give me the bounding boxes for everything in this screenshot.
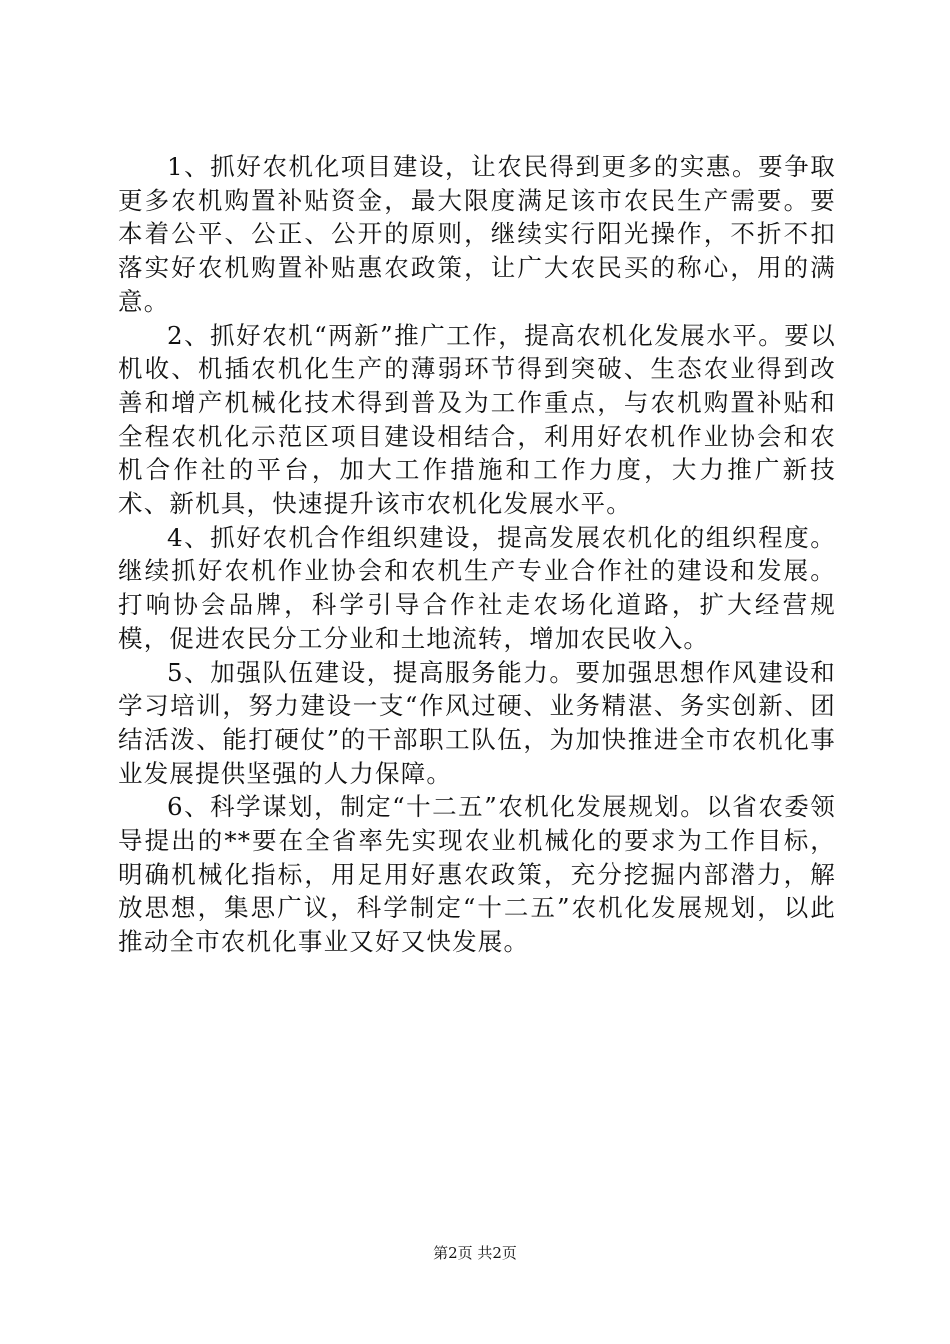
paragraph-item-5: 5、加强队伍建设，提高服务能力。要加强思想作风建设和学习培训，努力建设一支“作风过硬、业务精湛、务实创新、团结活泼、能打硬仗”的干部职工队伍，为加快推进全市农机化事业发展提供坚强的人力保障。 [118,657,836,788]
paragraph-item-6: 6、科学谋划，制定“十二五”农机化发展规划。以省农委领导提出的**要在全省率先实现农业机械化的要求为工作目标，明确机械化指标，用足用好惠农政策，充分挖掘内部潜力，解放思想，集思广议，科学制定“十二五”农机化发展规划，以此推动全市农机化事业又好又快发展。 [118,792,836,957]
paragraph-item-2: 2、抓好农机“两新”推广工作，提高农机化发展水平。要以机收、机插农机化生产的薄弱环节得到突破、生态农业得到改善和增产机械化技术得到普及为工作重点，与农机购置补贴和全程农机化示范区项目建设相结合，利用好农机作业协会和农机合作社的平台，加大工作措施和工作力度，大力推广新技术、新机具，快速提升该市农机化发展水平。 [118,320,836,519]
paragraph-item-1: 1、抓好农机化项目建设，让农民得到更多的实惠。要争取更多农机购置补贴资金，最大限度满足该市农民生产需要。要本着公平、公正、公开的原则，继续实行阳光操作，不折不扣落实好农机购置补贴惠农政策，让广大农民买的称心，用的满意。 [118,152,836,316]
paragraph-item-4: 4、抓好农机合作组织建设，提高发展农机化的组织程度。继续抓好农机作业协会和农机生产专业合作社的建设和发展。打响协会品牌，科学引导合作社走农场化道路，扩大经营规模，促进农民分工分业和土地流转，增加农民收入。 [118,522,836,653]
document-body [118,150,836,959]
page-number-footer: 第2页 共2页 [433,1244,517,1262]
